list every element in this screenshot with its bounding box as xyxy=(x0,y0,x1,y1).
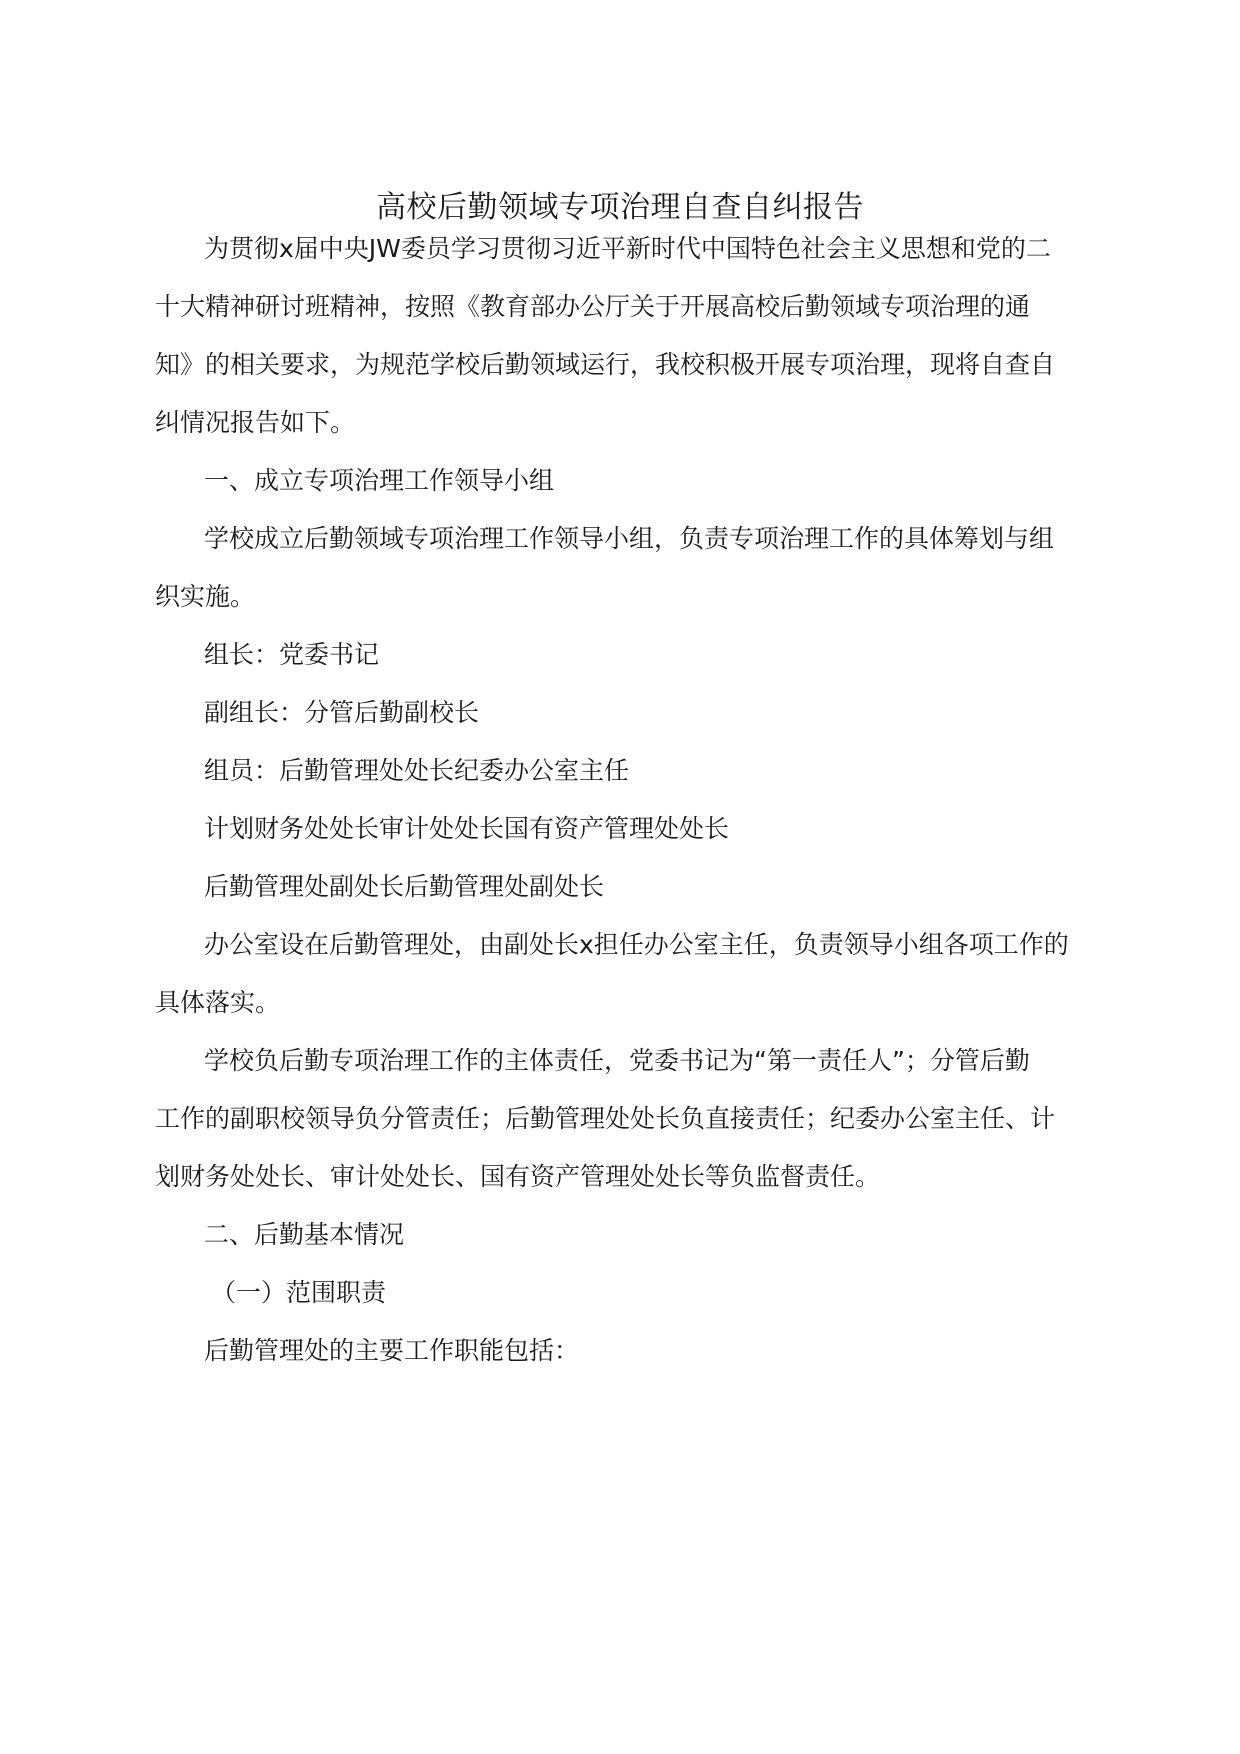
paragraph-functions-line-1: 后勤管理处的主要工作职能包括： xyxy=(204,1336,580,1365)
paragraph-leading-group-line-1: 学校成立后勤领域专项治理工作领导小组，负责专项治理工作的具体筹划与组 xyxy=(204,524,1055,553)
members-line-1: 组员：后勤管理处处长纪委办公室主任 xyxy=(204,756,630,785)
members-line-3: 后勤管理处副处长后勤管理处副处长 xyxy=(204,872,605,901)
paragraph-responsibility-line-2: 工作的副职校领导负分管责任；后勤管理处处长负直接责任；纪委办公室主任、计 xyxy=(155,1104,1056,1133)
members-line-2: 计划财务处处长审计处处长国有资产管理处处长 xyxy=(204,814,730,843)
paragraph-office-line-1: 办公室设在后勤管理处，由副处长x担任办公室主任，负责领导小组各项工作的 xyxy=(204,930,1069,959)
document-title: 高校后勤领域专项治理自查自纠报告 xyxy=(376,190,864,225)
paragraph-office-line-2: 具体落实。 xyxy=(155,988,281,1017)
paragraph-intro-line-3: 知》的相关要求，为规范学校后勤领域运行，我校积极开展专项治理，现将自查自 xyxy=(155,350,1056,379)
paragraph-responsibility-line-3: 划财务处处长、审计处处长、国有资产管理处处长等负监督责任。 xyxy=(155,1162,881,1191)
paragraph-intro-line-2: 十大精神研讨班精神，按照《教育部办公厅关于开展高校后勤领域专项治理的通 xyxy=(155,292,1031,321)
paragraph-responsibility-line-1: 学校负后勤专项治理工作的主体责任，党委书记为“第一责任人”；分管后勤 xyxy=(204,1046,1030,1075)
section-heading-1: 一、成立专项治理工作领导小组 xyxy=(204,466,555,495)
paragraph-intro-line-1: 为贯彻x届中央JW委员学习贯彻习近平新时代中国特色社会主义思想和党的二 xyxy=(204,234,1051,263)
subsection-heading-1: （一）范围职责 xyxy=(211,1278,387,1307)
paragraph-leading-group-line-2: 织实施。 xyxy=(155,582,256,611)
group-leader-line: 组长：党委书记 xyxy=(204,640,380,669)
deputy-leader-line: 副组长：分管后勤副校长 xyxy=(204,698,480,727)
paragraph-intro-line-4: 纠情况报告如下。 xyxy=(155,408,356,437)
section-heading-2: 二、后勤基本情况 xyxy=(204,1220,405,1249)
